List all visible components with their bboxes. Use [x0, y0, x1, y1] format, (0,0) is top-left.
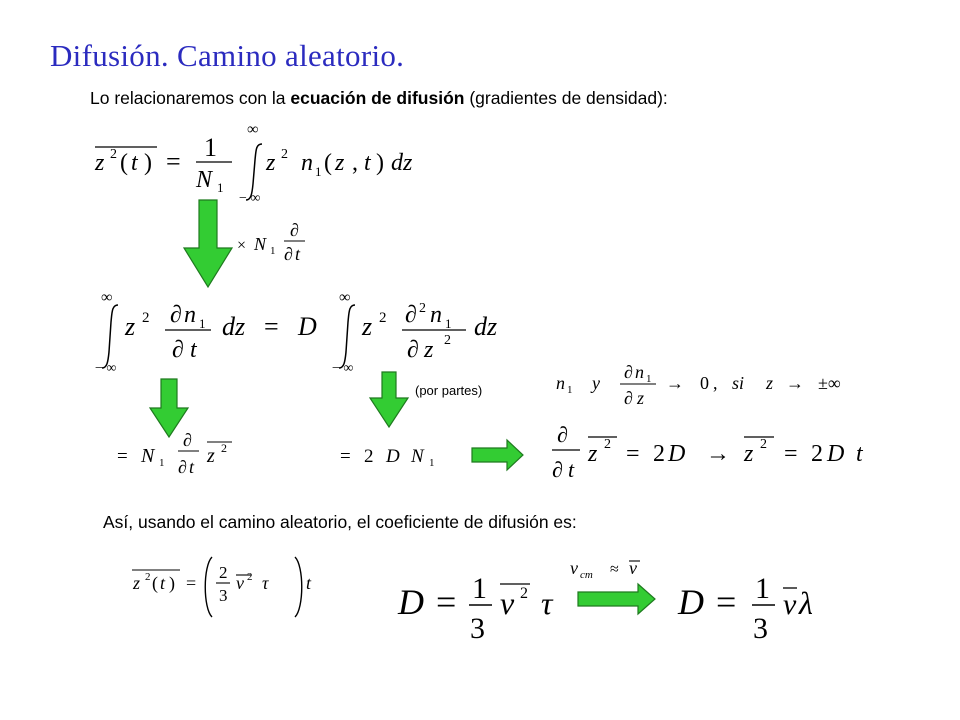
svg-text:τ: τ — [262, 573, 269, 593]
svg-text:t: t — [568, 457, 575, 482]
down-arrow-icon — [370, 372, 408, 427]
svg-text:N: N — [196, 167, 213, 193]
svg-text:∂: ∂ — [284, 244, 293, 264]
svg-text:dz: dz — [391, 150, 413, 176]
svg-text:∂: ∂ — [552, 457, 563, 482]
svg-text:(: ( — [324, 150, 332, 176]
svg-text:N: N — [254, 234, 267, 254]
svg-text:− ∞: − ∞ — [95, 361, 117, 376]
svg-text:(: ( — [152, 573, 158, 593]
svg-text:z: z — [266, 150, 276, 176]
svg-text:v: v — [783, 588, 797, 621]
svg-text:3: 3 — [219, 586, 228, 605]
svg-text:v: v — [570, 558, 578, 578]
svg-text:D: D — [298, 312, 317, 341]
svg-text:z: z — [424, 337, 434, 363]
equation-final-small — [132, 557, 312, 617]
down-arrow-icon — [184, 200, 232, 287]
equation-integral-diffusion — [95, 289, 497, 376]
svg-text:z: z — [766, 373, 774, 393]
svg-text:=: = — [340, 446, 351, 467]
svg-text:t: t — [160, 573, 166, 593]
svg-text:n: n — [556, 373, 565, 393]
svg-text:n: n — [184, 302, 196, 328]
svg-text:2: 2 — [221, 441, 227, 455]
svg-text:τ: τ — [541, 585, 553, 621]
svg-text:=: = — [264, 312, 279, 341]
svg-text:λ: λ — [799, 585, 813, 621]
svg-text:D: D — [678, 582, 704, 622]
svg-text:→: → — [666, 373, 684, 393]
svg-text:D: D — [386, 446, 400, 467]
right-arrow-icon — [578, 584, 655, 614]
svg-text:1: 1 — [472, 572, 487, 605]
svg-text:2: 2 — [110, 147, 117, 162]
svg-text:1: 1 — [646, 373, 652, 385]
svg-text:±∞: ±∞ — [818, 373, 841, 393]
svg-text:− ∞: − ∞ — [239, 191, 261, 206]
svg-text:z: z — [588, 441, 598, 467]
svg-text:v: v — [629, 558, 637, 578]
equation-mean-square-definition — [94, 121, 413, 206]
svg-text:z: z — [133, 573, 141, 593]
svg-text:2: 2 — [604, 437, 611, 452]
result-middle — [340, 446, 435, 469]
result-left — [117, 430, 232, 477]
svg-text:t: t — [189, 457, 195, 477]
svg-text:z: z — [362, 312, 373, 341]
svg-text:,: , — [713, 373, 718, 393]
svg-text:2: 2 — [653, 441, 665, 467]
svg-text:2: 2 — [419, 301, 426, 316]
svg-text:D: D — [827, 441, 845, 467]
approximation-note — [570, 558, 640, 581]
svg-text:1: 1 — [199, 316, 206, 331]
svg-text:(: ( — [120, 150, 128, 176]
svg-text:z: z — [125, 312, 136, 341]
svg-text:t: t — [856, 441, 863, 467]
svg-text:t: t — [131, 150, 138, 176]
svg-text:2: 2 — [811, 441, 823, 467]
svg-text:2: 2 — [520, 585, 528, 602]
svg-text:N: N — [141, 445, 155, 467]
svg-text:z: z — [335, 150, 345, 176]
equation-diffusion-coefficient-lambda — [677, 572, 813, 645]
svg-text:2: 2 — [219, 563, 228, 582]
svg-text:2: 2 — [760, 437, 767, 452]
svg-text:=: = — [716, 582, 737, 622]
svg-text:≈: ≈ — [610, 561, 619, 578]
svg-text:): ) — [169, 573, 175, 593]
svg-text:t: t — [190, 337, 197, 363]
svg-text:,: , — [352, 150, 358, 176]
by-parts-note: (por partes) — [415, 383, 483, 398]
svg-text:∂: ∂ — [172, 337, 184, 363]
svg-text:t: t — [364, 150, 371, 176]
svg-text:1: 1 — [445, 316, 452, 331]
svg-text:∂: ∂ — [178, 457, 187, 477]
svg-text:2: 2 — [444, 333, 451, 348]
svg-text:2: 2 — [145, 571, 151, 583]
svg-text:n: n — [430, 302, 442, 328]
svg-text:dz: dz — [222, 312, 246, 341]
svg-text:z: z — [637, 388, 645, 408]
intro-prefix: Lo relacionaremos con la — [90, 88, 291, 108]
svg-text:=: = — [166, 147, 181, 176]
svg-text:2: 2 — [379, 310, 387, 326]
svg-text:→: → — [786, 373, 804, 393]
svg-text:y: y — [592, 373, 600, 393]
svg-text:∞: ∞ — [339, 289, 351, 306]
svg-text:2: 2 — [247, 571, 253, 583]
svg-text:1: 1 — [159, 457, 165, 469]
svg-text:=: = — [117, 446, 128, 467]
svg-text:t: t — [306, 573, 312, 593]
equation-diffusion-coefficient-tau — [397, 572, 554, 645]
svg-text:∂: ∂ — [624, 388, 633, 408]
svg-text:− ∞: − ∞ — [332, 361, 354, 376]
svg-text:∂: ∂ — [183, 430, 192, 450]
svg-text:1: 1 — [217, 180, 224, 195]
svg-text:1: 1 — [429, 457, 435, 469]
svg-text:si: si — [732, 373, 745, 393]
svg-text:cm: cm — [580, 569, 593, 581]
svg-text:∂: ∂ — [170, 302, 182, 328]
result-right — [552, 422, 864, 482]
right-arrow-icon — [472, 440, 523, 470]
svg-text:→: → — [706, 441, 730, 467]
boundary-condition — [556, 362, 841, 408]
svg-text:∂: ∂ — [557, 422, 568, 447]
svg-text:3: 3 — [753, 612, 768, 645]
svg-text:t: t — [295, 244, 301, 264]
svg-text:D: D — [668, 441, 686, 467]
svg-text:×: × — [237, 237, 247, 254]
svg-text:z: z — [744, 441, 754, 467]
svg-text:2: 2 — [364, 446, 374, 467]
svg-text:=: = — [784, 441, 798, 467]
slide-title: Difusión. Camino aleatorio. — [50, 38, 405, 73]
svg-text:): ) — [144, 150, 152, 176]
svg-text:): ) — [376, 150, 384, 176]
svg-text:z: z — [207, 445, 215, 467]
svg-text:1: 1 — [204, 133, 217, 162]
svg-text:n: n — [301, 150, 313, 176]
svg-text:2: 2 — [281, 147, 288, 162]
svg-text:1: 1 — [270, 245, 276, 257]
svg-text:=: = — [436, 582, 457, 622]
svg-text:v: v — [500, 585, 515, 621]
svg-text:0: 0 — [700, 373, 709, 393]
svg-text:1: 1 — [315, 164, 322, 179]
svg-text:=: = — [626, 441, 640, 467]
svg-text:∞: ∞ — [101, 289, 113, 306]
svg-text:∂: ∂ — [407, 337, 419, 363]
svg-text:∂: ∂ — [405, 302, 417, 328]
svg-text:n: n — [635, 362, 644, 382]
svg-text:∞: ∞ — [247, 121, 259, 138]
svg-text:=: = — [186, 573, 197, 593]
conclusion-text: Así, usando el camino aleatorio, el coeficiente de difusión es: — [103, 512, 577, 532]
svg-text:D: D — [398, 582, 424, 622]
svg-text:v: v — [236, 573, 244, 593]
intro-suffix: (gradientes de densidad): — [464, 88, 668, 108]
operator-multiply-note — [237, 220, 305, 264]
svg-text:N: N — [411, 446, 424, 467]
svg-text:1: 1 — [567, 384, 573, 396]
svg-text:2: 2 — [142, 310, 150, 326]
intro-bold: ecuación de difusión — [290, 88, 465, 108]
down-arrow-icon — [150, 379, 188, 437]
svg-text:3: 3 — [470, 612, 485, 645]
svg-text:1: 1 — [755, 572, 770, 605]
svg-text:dz: dz — [474, 312, 498, 341]
svg-text:∂: ∂ — [290, 220, 299, 240]
svg-text:z: z — [95, 150, 105, 176]
svg-text:∂: ∂ — [624, 362, 633, 382]
